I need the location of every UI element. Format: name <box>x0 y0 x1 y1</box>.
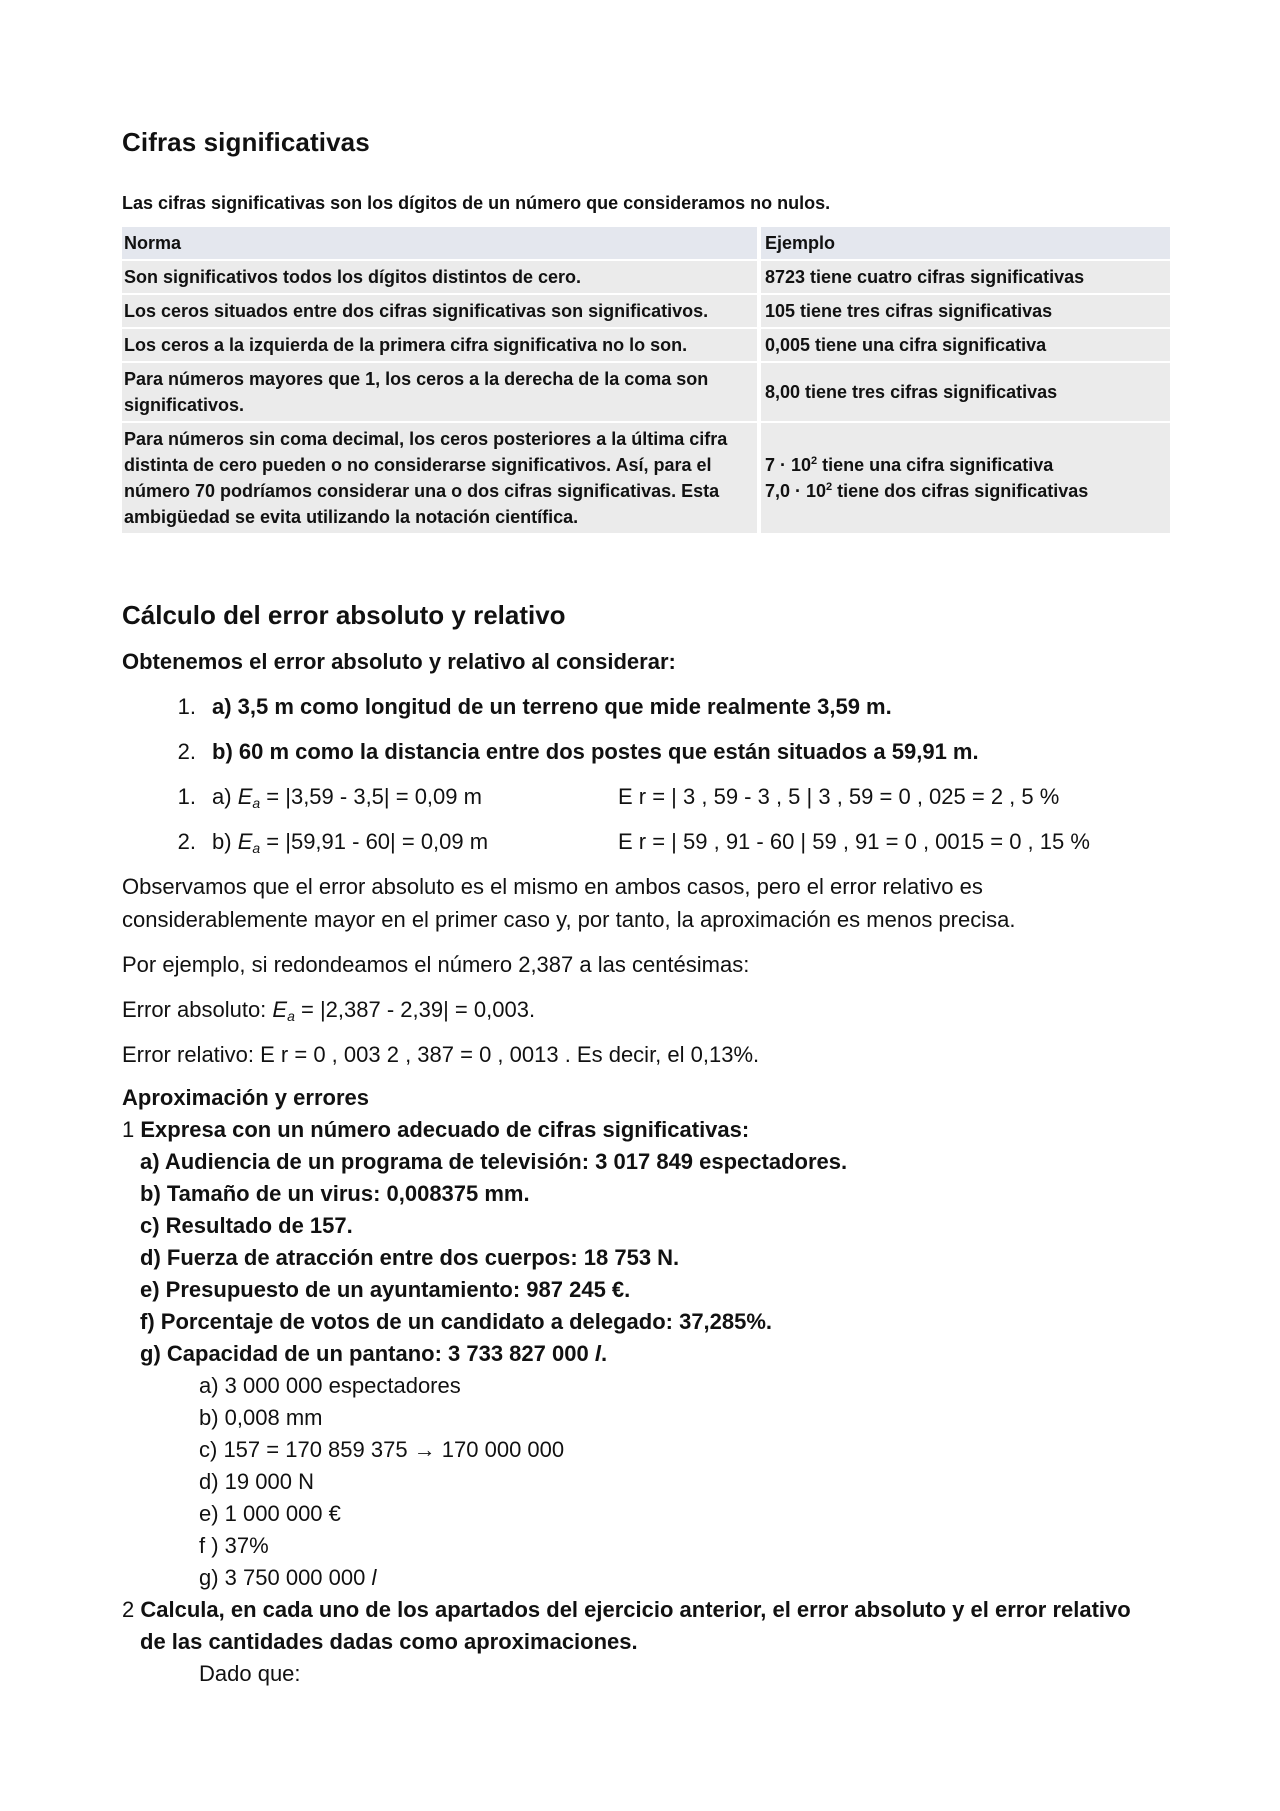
question-part: b) Tamaño de un virus: 0,008375 mm. <box>140 1181 530 1206</box>
cell-norma: Para números mayores que 1, los ceros a la derecha de la coma son significativos. <box>122 363 761 423</box>
cell-norma: Los ceros situados entre dos cifras significativas son significativos. <box>122 295 761 329</box>
table-row <box>122 295 1170 329</box>
cell-ejemplo: 8,00 tiene tres cifras significativas <box>761 363 1170 423</box>
abs-error-line: Error absoluto: $E_a = |2,387 - 2,39| = 0,003$. <box>122 997 536 1024</box>
list-item: 2. b) 60 m como la distancia entre dos postes que están situados a 59,91 m. <box>177 739 979 764</box>
cell-norma: Son significativos todos los dígitos distintos de cero. <box>122 261 761 295</box>
question-part: f) Porcentaje de votos de un candidato a delegado: 37,285%. <box>140 1309 773 1334</box>
example-line-1: $7 \cdot 10^2$ tiene una cifra significativa <box>765 455 1054 475</box>
relative-error: E r = | 3 , 59 - 3 , 5 | 3 , 59 = 0 , 025 = 2 , 5 % <box>618 784 1060 809</box>
exercises-title: Aproximación y errores <box>122 1085 369 1110</box>
answer-line: f ) 37% <box>199 1533 269 1558</box>
cell-norma: Los ceros a la izquierda de la primera cifra significativa no lo son. <box>122 329 761 363</box>
question-part: c) Resultado de 157. <box>140 1213 353 1238</box>
cell-ejemplo: 105 tiene tres cifras significativas <box>761 295 1170 329</box>
rules-table <box>122 227 1170 535</box>
cell-norma: Para números sin coma decimal, los ceros posteriores a la última cifra distinta de cero pueden o no considerarse significativos. Así, para el número 70 podríamos considerar una o dos cifras significativas. Esta ambigüedad se evita utilizando la notación científica. <box>122 423 761 535</box>
answer-line: e) 1 000 000 € <box>199 1501 341 1526</box>
question-part: d) Fuerza de atracción entre dos cuerpos: 18 753 N. <box>140 1245 680 1270</box>
section-title-errores: Cálculo del error absoluto y relativo <box>122 600 566 630</box>
example-line-2: $7,0 \cdot 10^2$ tiene dos cifras significativas <box>765 481 1089 501</box>
table-row <box>122 363 1170 423</box>
solution-line: 1. a) $E_a = |3,59 - 3,5| = 0,09$ m E r = | 3 , 59 - 3 , 5 | 3 , 59 = 0 , 025 = 2 , 5 % <box>177 784 1060 811</box>
observation-line-1: Observamos que el error absoluto es el mismo en ambos casos, pero el error relativo es <box>122 874 983 899</box>
list-item: 1. a) 3,5 m como longitud de un terreno que mide realmente 3,59 m. <box>177 694 892 719</box>
section-title-cifras: Cifras significativas <box>122 127 370 157</box>
cell-ejemplo: 8723 tiene cuatro cifras significativas <box>761 261 1170 295</box>
cell-ejemplo: 0,005 tiene una cifra significativa <box>761 329 1170 363</box>
question-2-cont: de las cantidades dadas como aproximaciones. <box>140 1629 638 1654</box>
answer-line: g) 3 750 000 000 l <box>199 1565 377 1590</box>
header-ejemplo: Ejemplo <box>761 227 1170 261</box>
lead-text: Obtenemos el error absoluto y relativo al considerar: <box>122 649 676 674</box>
table-header-row <box>122 227 1170 261</box>
example-intro: Por ejemplo, si redondeamos el número 2,387 a las centésimas: <box>122 952 750 977</box>
header-norma: Norma <box>122 227 761 261</box>
question-part: a) Audiencia de un programa de televisión: 3 017 849 espectadores. <box>140 1149 848 1174</box>
question-part: e) Presupuesto de un ayuntamiento: 987 245 €. <box>140 1277 631 1302</box>
question-1: 1 Expresa con un número adecuado de cifras significativas: <box>122 1117 750 1142</box>
question-2: 2 Calcula, en cada uno de los apartados del ejercicio anterior, el error absoluto y el error relativo <box>122 1597 1131 1622</box>
answer-line: d) 19 000 N <box>199 1469 314 1494</box>
relative-error: E r = | 59 , 91 - 60 | 59 , 91 = 0 , 0015 = 0 , 15 % <box>618 829 1090 854</box>
intro-text: Las cifras significativas son los dígitos de un número que consideramos no nulos. <box>122 193 831 213</box>
answer-line: c) 157 = 170 859 375 → 170 000 000 <box>199 1437 565 1462</box>
table-row <box>122 423 1170 535</box>
table-row <box>122 329 1170 363</box>
observation-line-2: considerablemente mayor en el primer caso y, por tanto, la aproximación es menos precisa. <box>122 907 1016 932</box>
table-row <box>122 261 1170 295</box>
given-line: Dado que: <box>199 1661 301 1686</box>
answer-line: b) 0,008 mm <box>199 1405 323 1430</box>
rel-error-line: Error relativo: E r = 0 , 003 2 , 387 = 0 , 0013 . Es decir, el 0,13%. <box>122 1042 760 1067</box>
cell-ejemplo-scientific <box>761 423 1170 535</box>
answer-line: a) 3 000 000 espectadores <box>199 1373 461 1398</box>
solution-line: 2. b) $E_a = |59,91 - 60| = 0,09$ m E r = | 59 , 91 - 60 | 59 , 91 = 0 , 0015 = 0 , 15 % <box>177 829 1090 856</box>
question-part: g) Capacidad de un pantano: 3 733 827 000 l. <box>140 1341 608 1366</box>
